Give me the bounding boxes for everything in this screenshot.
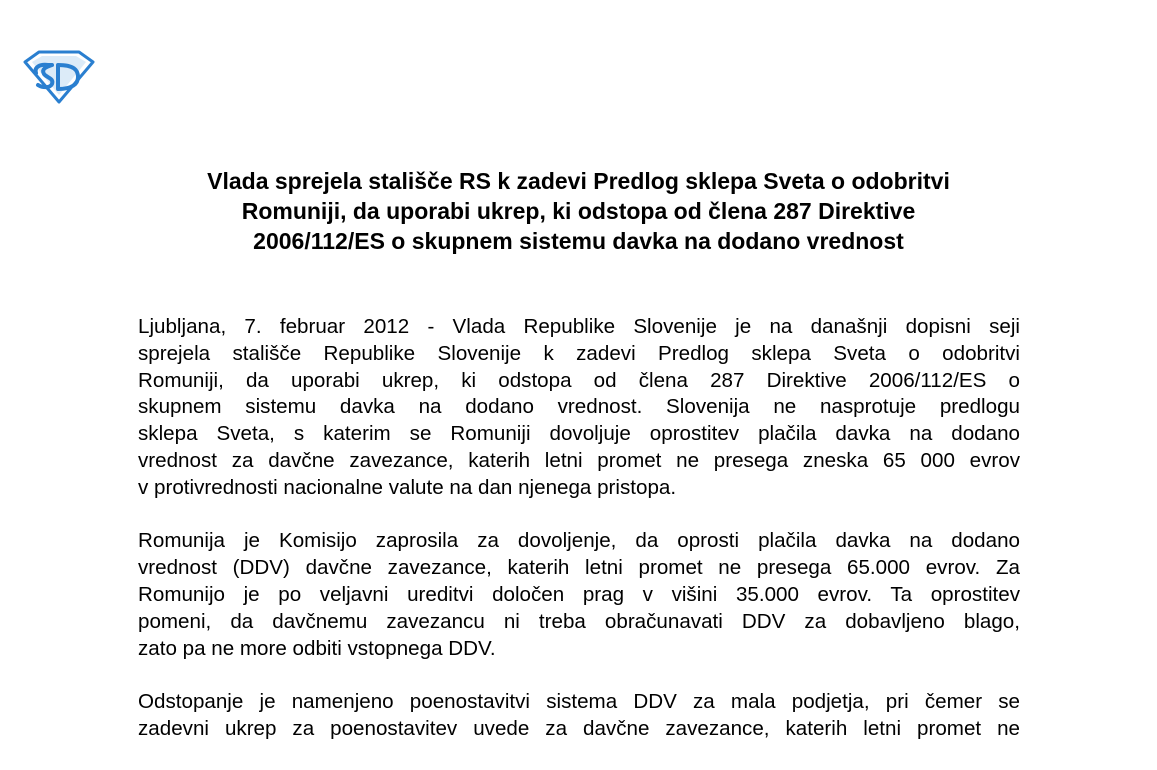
text-line: Romuniji, da uporabi ukrep, ki odstopa od člena 287 Direktive 2006/112/ES o xyxy=(138,368,1020,392)
paragraph-1 xyxy=(138,314,1020,502)
document-body xyxy=(138,314,1020,770)
text-line: sklepa Sveta, s katerim se Romuniji dovoljuje oprostitev plačila davka na dodano xyxy=(138,422,1020,446)
shield-logo-icon xyxy=(22,50,96,104)
text-line: vrednost (DDV) davčne zavezance, katerih letni promet ne presega 65.000 evrov. Za xyxy=(138,556,1020,580)
text-line: Ljubljana, 7. februar 2012 - Vlada Republike Slovenije je na današnji dopisni seji xyxy=(138,315,1020,338)
text-line: Romunijo je po veljavni ureditvi določen prag v višini 35.000 evrov. Ta oprostitev xyxy=(138,582,1020,606)
text-line: vrednost za davčne zavezance, katerih letni promet ne presega zneska 65 000 evrov xyxy=(138,448,1020,472)
text-line: sprejela stališče Republike Slovenije k zadevi Predlog sklepa Sveta o odobritvi xyxy=(138,341,1020,365)
document-title xyxy=(120,166,1037,256)
paragraph-3 xyxy=(138,689,1020,743)
text-line: Odstopanje je namenjeno poenostavitvi sistema DDV za mala podjetja, pri čemer se xyxy=(138,690,1020,714)
text-line: skupnem sistemu davka na dodano vrednost. Slovenija ne nasprotuje predlogu xyxy=(138,395,1020,419)
title-line: 2006/112/ES o skupnem sistemu davka na dodano vrednost xyxy=(253,228,904,254)
text-line: zadevni ukrep za poenostavitev uvede za davčne zavezance, katerih letni promet ne xyxy=(138,716,1020,740)
text-line: pomeni, da davčnemu zavezancu ni treba obračunavati DDV za dobavljeno blago, xyxy=(138,609,1020,633)
title-line: Vlada sprejela stališče RS k zadevi Predlog sklepa Sveta o odobritvi xyxy=(207,168,950,194)
text-line: Romunija je Komisijo zaprosila za dovoljenje, da oprosti plačila davka na dodano xyxy=(138,529,1020,553)
paragraph-2 xyxy=(138,528,1020,662)
text-line: zato pa ne more odbiti vstopnega DDV. xyxy=(138,636,496,660)
logo xyxy=(22,50,96,104)
text-line: v protivrednosti nacionalne valute na dan njenega pristopa. xyxy=(138,475,677,499)
title-line: Romuniji, da uporabi ukrep, ki odstopa od člena 287 Direktive xyxy=(241,198,916,224)
